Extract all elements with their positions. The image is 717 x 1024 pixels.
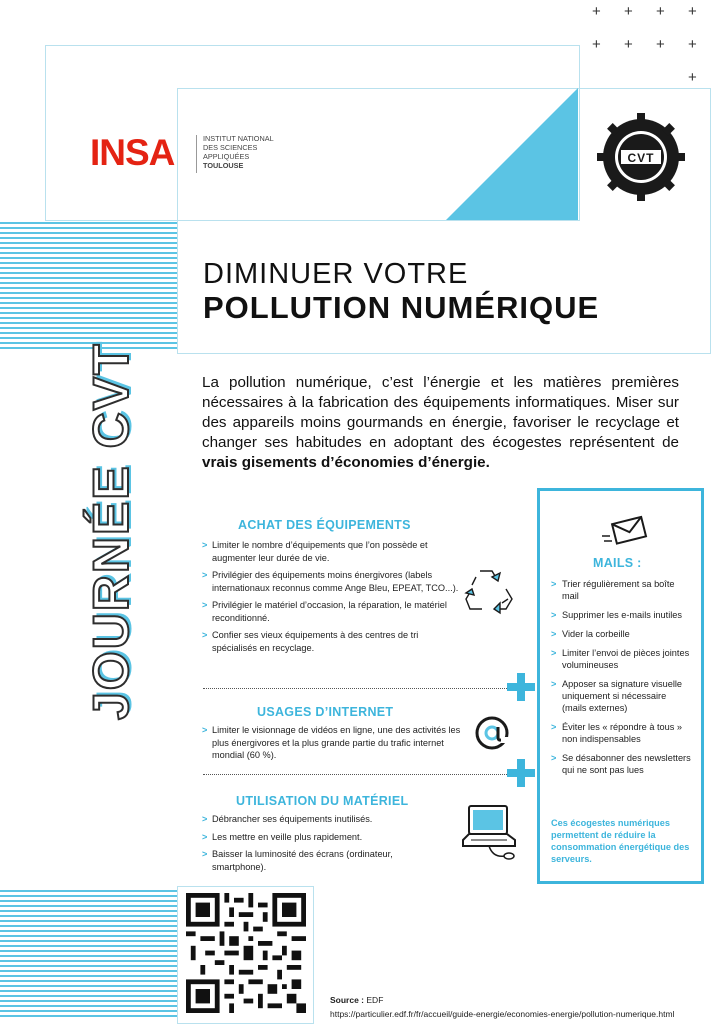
insa-logo-divider <box>196 135 197 173</box>
left-stripes <box>0 222 177 352</box>
cvt-badge <box>597 113 685 201</box>
plus-icon <box>507 759 535 787</box>
list-item: > Limiter l’envoi de pièces jointes volumineuses <box>551 648 690 670</box>
list-item: > Supprimer les e-mails inutiles <box>551 610 682 620</box>
vertical-label: JOURNÉE CVT <box>83 342 139 720</box>
source-label: Source : <box>330 995 365 1005</box>
list-item: > Les mettre en veille plus rapidement. <box>202 831 363 842</box>
envelope-icon <box>600 514 648 548</box>
internet-list <box>202 724 467 767</box>
mails-list <box>551 578 693 783</box>
qr-code[interactable] <box>186 893 306 1013</box>
divider-1 <box>203 688 515 689</box>
recycle-icon <box>462 563 516 617</box>
list-item: > Trier régulièrement sa boîte mail <box>551 579 675 601</box>
list-item: > Limiter le visionnage de vidéos en ligne, une des activités les plus énergivores et la plus grande partie du trafic internet mondial (60 %). <box>202 725 461 760</box>
source-line <box>330 995 383 1005</box>
internet-title: USAGES D’INTERNET <box>257 705 394 719</box>
list-item: > Apposer sa signature visuelle uniquement si nécessaire (mails externes) <box>551 679 683 713</box>
list-item: > Confier ses vieux équipements à des centres de tri spécialisés en recyclage. <box>202 630 419 653</box>
laptop-icon <box>459 802 521 862</box>
source-url[interactable]: https://particulier.edf.fr/fr/accueil/guide-energie/economies-energie/pollution-numerique.html <box>330 1009 675 1019</box>
intro-bold: vrais gisements d’économies d’énergie. <box>202 454 490 471</box>
materiel-title: UTILISATION DU MATÉRIEL <box>236 794 409 808</box>
bottom-left-stripes <box>0 890 177 1020</box>
insa-logo-text: INSTITUT NATIONAL DES SCIENCES APPLIQUÉES TOULOUSE <box>203 134 274 170</box>
plus-icon <box>507 673 535 701</box>
divider-2 <box>203 774 515 775</box>
header-triangle <box>446 88 578 220</box>
achat-list <box>202 539 460 659</box>
page-title-line1: DIMINUER VOTRE <box>203 258 469 290</box>
mails-title: MAILS : <box>593 556 642 570</box>
list-item: > Débrancher ses équipements inutilisés. <box>202 814 373 824</box>
list-item: > Se désabonner des newsletters qui ne sont pas lues <box>551 753 691 775</box>
intro-paragraph <box>202 373 679 473</box>
list-item: > Vider la corbeille <box>551 629 630 639</box>
list-item: > Privilégier le matériel d’occasion, la réparation, le matériel reconditionné. <box>202 600 447 623</box>
list-item: > Privilégier des équipements moins énergivores (labels internationaux reconnus comme Ange Bleu, EPEAT, TCO...). <box>202 570 459 593</box>
insa-logo <box>90 133 174 173</box>
page-title-line2: POLLUTION NUMÉRIQUE <box>203 290 600 325</box>
materiel-list <box>202 813 442 878</box>
insa-logo-mark: INSA <box>90 132 175 173</box>
source-value: EDF <box>366 995 384 1005</box>
cvt-badge-text: CVT <box>627 151 655 165</box>
at-sign-icon <box>474 715 510 751</box>
list-item: > Baisser la luminosité des écrans (ordinateur, smartphone). <box>202 849 393 872</box>
plus-pattern: + + + + + + + + + <box>592 3 697 86</box>
list-item: > Limiter le nombre d’équipements que l’on possède et augmenter leur durée de vie. <box>202 540 428 563</box>
intro-text: La pollution numérique, c’est l’énergie et les matières premières nécessaires à la fabrication des équipements informatiques. Miser sur des appareils moins gourmands en énergie, favoriser le recyclage et changer ses habitudes en adoptant des écogestes représentent de <box>202 374 679 451</box>
list-item: > Éviter les « répondre à tous » non indispensables <box>551 722 683 744</box>
mails-footer: Ces écogestes numériques permettent de réduire la consommation énergétique des serveurs. <box>551 818 690 864</box>
achat-title: ACHAT DES ÉQUIPEMENTS <box>238 518 411 532</box>
